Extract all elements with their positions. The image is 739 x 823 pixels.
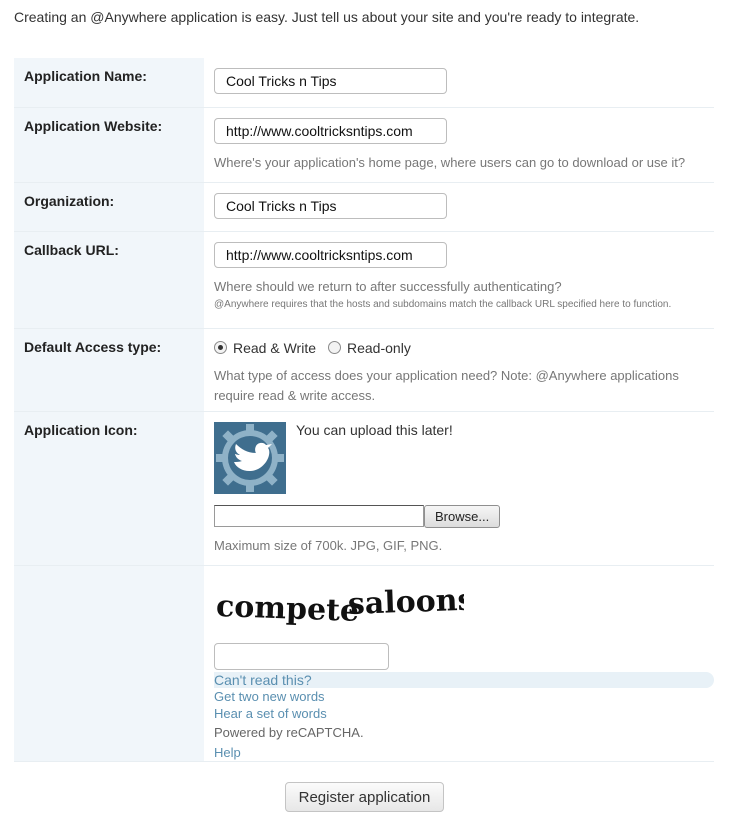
label-app-website: Application Website:: [14, 107, 204, 182]
captcha-word-1: compete: [215, 588, 360, 629]
label-access-type: Default Access type:: [14, 328, 204, 411]
callback-hint: Where should we return to after successfully authenticating?: [214, 278, 562, 294]
access-hint: What type of access does your application need? Note: @Anywhere applications require read & write access.: [214, 367, 679, 403]
access-radio-group: [214, 339, 714, 357]
row-callback: [14, 231, 714, 328]
twitter-bird-icon: [214, 422, 286, 494]
row-organization: [14, 182, 714, 231]
radio-read-write[interactable]: [214, 341, 227, 354]
label-callback: Callback URL:: [14, 231, 204, 328]
app-name-input[interactable]: [214, 68, 447, 94]
hear-words-link[interactable]: Hear a set of words: [214, 705, 327, 721]
captcha-word-2: saloons: [347, 582, 464, 622]
radio-read-write-label[interactable]: Read & Write: [233, 339, 316, 356]
radio-read-only[interactable]: [328, 341, 341, 354]
radio-read-only-label[interactable]: Read-only: [347, 339, 411, 356]
organization-input[interactable]: [214, 193, 447, 219]
powered-by-text: Powered by reCAPTCHA.: [214, 724, 364, 740]
callback-hint-small: @Anywhere requires that the hosts and subdomains match the callback URL specified here to function.: [214, 298, 672, 310]
row-app-icon: [14, 411, 714, 565]
row-access-type: [14, 328, 714, 411]
file-path-input[interactable]: [214, 505, 424, 527]
register-application-button[interactable]: Register application: [285, 782, 444, 812]
callback-url-input[interactable]: [214, 242, 447, 268]
row-app-name: [14, 58, 714, 107]
help-link[interactable]: Help: [214, 744, 241, 760]
cant-read-link[interactable]: Can't read this?: [214, 672, 714, 688]
intro-text: Creating an @Anywhere application is easy. Just tell us about your site and you're ready to integrate.: [14, 9, 640, 25]
gear-bird-graphic: [214, 422, 286, 494]
file-upload-row: [214, 505, 714, 528]
captcha-response-input[interactable]: [214, 643, 389, 670]
row-app-website: [14, 107, 714, 182]
get-new-words-link[interactable]: Get two new words: [214, 688, 325, 704]
label-organization: Organization:: [14, 182, 204, 231]
registration-form: [14, 58, 714, 762]
row-captcha: [14, 565, 714, 761]
app-website-hint: Where's your application's home page, where users can go to download or use it?: [214, 154, 686, 170]
upload-later-text: You can upload this later!: [296, 421, 453, 438]
icon-hint: Maximum size of 700k. JPG, GIF, PNG.: [214, 537, 443, 553]
captcha-image: [214, 580, 464, 630]
label-app-icon: Application Icon:: [14, 411, 204, 565]
app-website-input[interactable]: [214, 118, 447, 144]
browse-button[interactable]: Browse...: [424, 505, 500, 528]
label-app-name: Application Name:: [14, 58, 204, 107]
